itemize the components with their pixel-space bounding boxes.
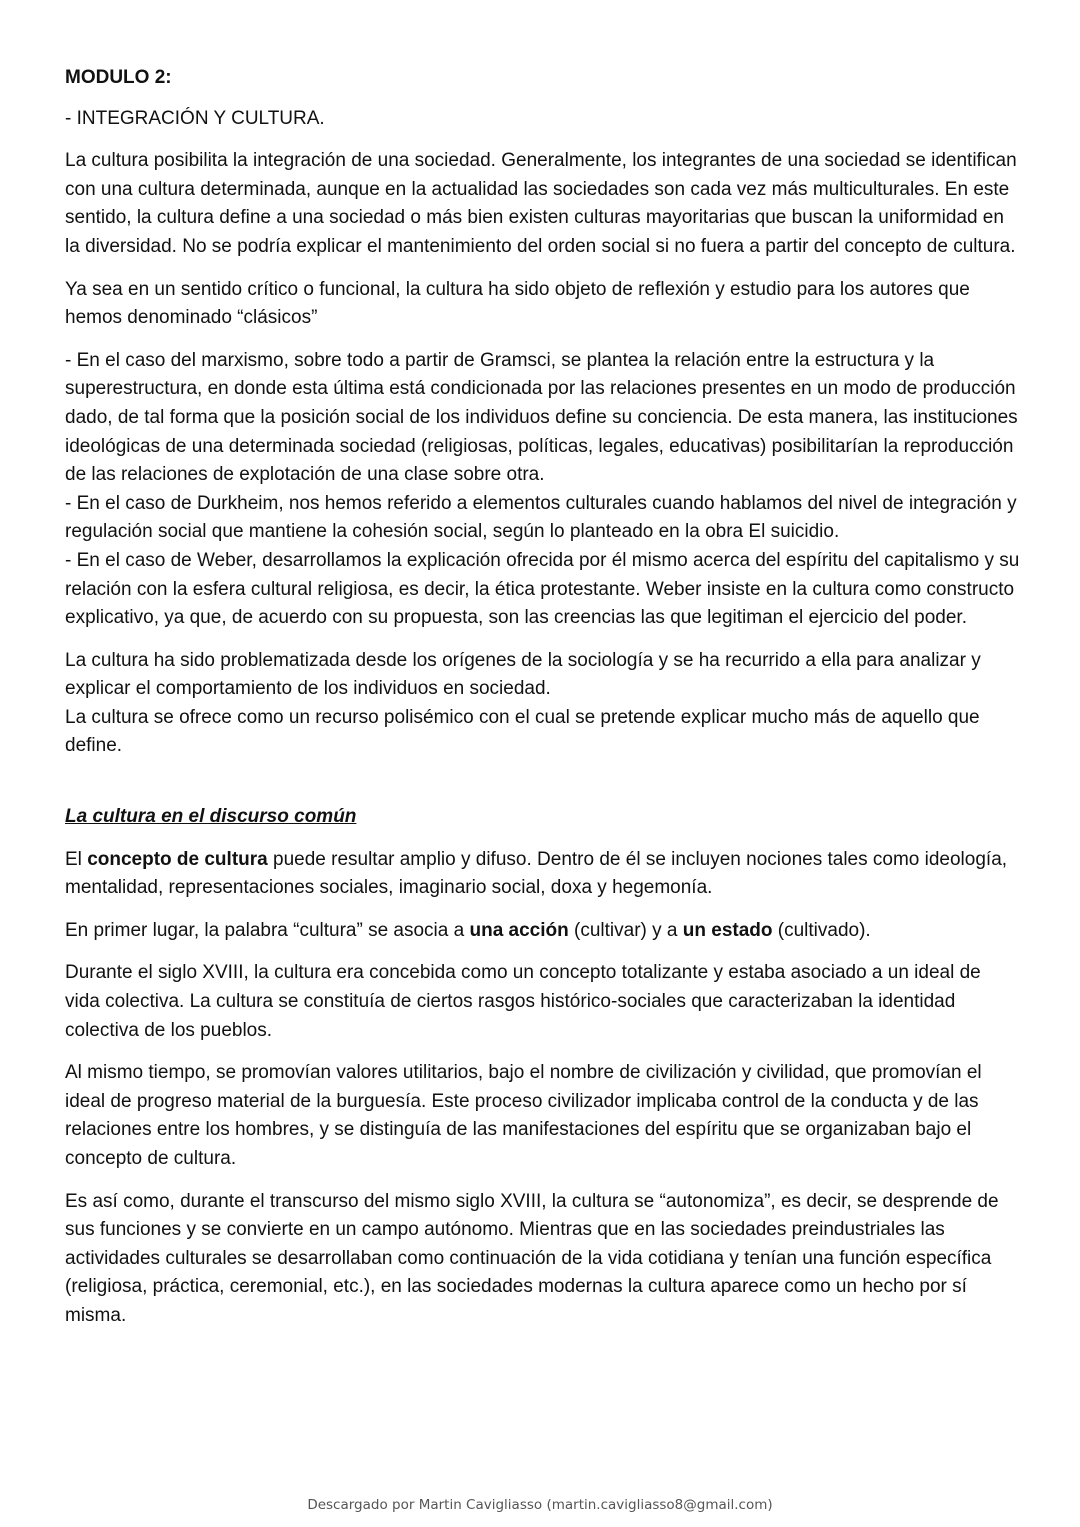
bold-text: un estado — [682, 919, 773, 941]
text-span: (cultivado). — [772, 919, 871, 941]
paragraph-action-state — [65, 917, 1020, 946]
paragraph-classics: Ya sea en un sentido crítico o funcional, la cultura ha sido objeto de reflexión y estudio para los autores que hemos denominado “clásicos” — [65, 278, 970, 329]
bold-text: concepto de cultura — [87, 848, 268, 870]
paragraph-civilizacion: Al mismo tiempo, se promovían valores utilitarios, bajo el nombre de civilización y civilidad, que promovían el ideal de progreso material de la burguesía. Este proceso civilizador implicaba control de la conducta y de las relaciones entre los hombres, y se distinguía de las manifestaciones del espíritu que se organizaban bajo el concepto de cultura. — [65, 1062, 982, 1169]
paragraph-durkheim: - En el caso de Durkheim, nos hemos referido a elementos culturales cuando hablamos del nivel de integración y regulación social que mantiene la cohesión social, según lo planteado en la obra El suicidio. — [65, 492, 1017, 543]
text-span: En primer lugar, la palabra “cultura” se asocia a — [65, 919, 470, 941]
paragraph-problematization-a: La cultura ha sido problematizada desde los orígenes de la sociología y se ha recurrido a ella para analizar y explicar el comportamiento de los individuos en sociedad. — [65, 649, 981, 700]
text-span: (cultivar) y a — [568, 919, 683, 941]
paragraph-autonomiza: Es así como, durante el transcurso del mismo siglo XVIII, la cultura se “autonomiza”, es decir, se desprende de sus funciones y se convierte en un campo autónomo. Mientras que en las sociedades preindustriales las actividades culturales se desarrollaban como continuación de la vida cotidiana y tenían una función específica (religiosa, práctica, ceremonial, etc.), en las sociedades modernas la cultura aparece como un hecho por sí misma. — [65, 1190, 999, 1326]
paragraph-siglo-xviii: Durante el siglo XVIII, la cultura era concebida como un concepto totalizante y estaba asociado a un ideal de vida colectiva. La cultura se constituía de ciertos rasgos histórico-sociales que caracterizaban la identidad colectiva de los pueblos. — [65, 962, 981, 1041]
paragraph-marxismo: - En el caso del marxismo, sobre todo a partir de Gramsci, se plantea la relación entre la estructura y la superestructura, en donde esta última está condicionada por las relaciones presentes en un modo de producción dado, de tal forma que la posición social de los individuos define su conciencia. De esta manera, las instituciones ideológicas de una determinada sociedad (religiosas, políticas, legales, educativas) posibilitarían la reproducción de las relaciones de explotación de una clase sobre otra. — [65, 349, 1018, 486]
topic-subheading: - INTEGRACIÓN Y CULTURA. — [65, 107, 325, 129]
document-page — [65, 64, 1020, 1345]
bold-text: una acción — [469, 919, 569, 941]
paragraph-problematization — [65, 647, 1020, 761]
paragraph-concept — [65, 846, 1020, 903]
text-span: puede resultar amplio y difuso. Dentro de él se incluyen nociones tales como ideología, mentalidad, representaciones sociales, imaginario social, doxa y hegemonía. — [65, 848, 1008, 899]
text-span: El — [65, 848, 88, 870]
download-footer: Descargado por Martin Cavigliasso (martin.cavigliasso8@gmail.com) — [307, 1497, 773, 1513]
paragraph-weber: - En el caso de Weber, desarrollamos la explicación ofrecida por él mismo acerca del espíritu del capitalismo y su relación con la esfera cultural religiosa, es decir, la ética protestante. Weber insiste en la cultura como constructo explicativo, ya que, de acuerdo con su propuesta, son las creencias las que legitiman el ejercicio del poder. — [65, 549, 1020, 629]
paragraph-authors — [65, 347, 1020, 633]
paragraph-integration: La cultura posibilita la integración de una sociedad. Generalmente, los integrantes de una sociedad se identifican con una cultura determinada, aunque en la actualidad las sociedades son cada vez más multiculturales. En este sentido, la cultura define a una sociedad o más bien existen culturas mayoritarias que buscan la uniformidad en la diversidad. No se podría explicar el mantenimiento del orden social si no fuera a partir del concepto de cultura. — [65, 150, 1017, 257]
paragraph-problematization-b: La cultura se ofrece como un recurso polisémico con el cual se pretende explicar mucho más de aquello que define. — [65, 706, 980, 757]
module-heading: MODULO 2: — [65, 67, 172, 88]
section-title: La cultura en el discurso común — [65, 806, 357, 828]
